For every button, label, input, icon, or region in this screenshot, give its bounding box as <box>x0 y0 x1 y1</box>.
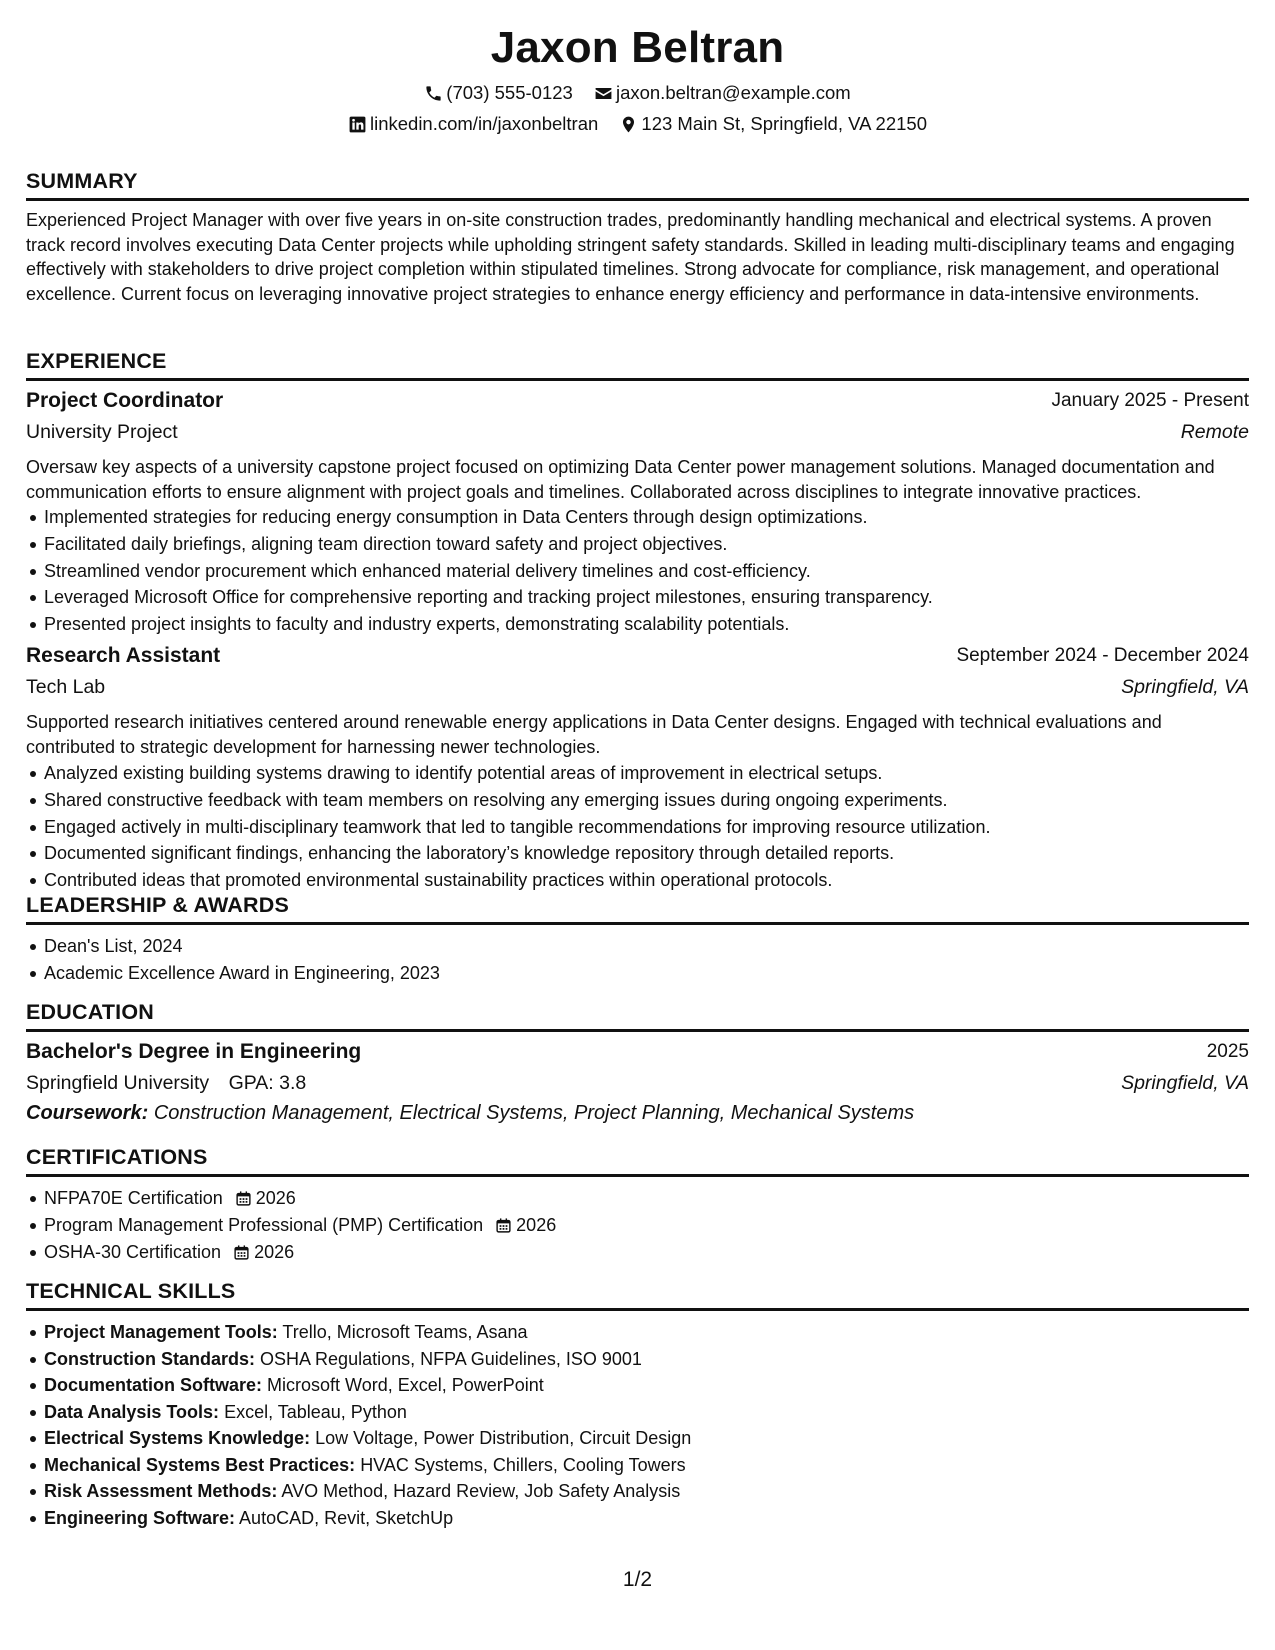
page-number: 1/2 <box>622 1568 653 1591</box>
linkedin-text: linkedin.com/in/jaxonbeltran <box>369 113 599 135</box>
job-bullets <box>26 504 1249 638</box>
job-title: Research Assistant <box>26 644 221 667</box>
skill-label: Engineering Software: <box>44 1507 236 1528</box>
list-item <box>26 1478 1249 1505</box>
coursework-list: Construction Management, Electrical Systems, Project Planning, Mechanical Systems <box>153 1102 915 1124</box>
list-item: Shared constructive feedback with team members on resolving any emerging issues during ongoing experiments. <box>26 787 1249 814</box>
skill-value: AutoCAD, Revit, SketchUp <box>239 1507 454 1528</box>
calendar-icon <box>495 1217 512 1234</box>
address-text: 123 Main St, Springfield, VA 22150 <box>641 113 927 135</box>
job-bullets <box>26 760 1249 894</box>
list-item <box>26 1505 1249 1532</box>
list-item: Documented significant findings, enhancing the laboratory’s knowledge repository through detailed reports. <box>26 840 1249 867</box>
candidate-name: Jaxon Beltran <box>490 23 785 72</box>
skill-value: AVO Method, Hazard Review, Job Safety Analysis <box>281 1481 681 1501</box>
section-title-education: EDUCATION <box>26 998 1249 1032</box>
list-item <box>26 1239 1249 1266</box>
summary-text: Experienced Project Manager with over five years in on-site construction trades, predominantly handling mechanical and electrical systems. A proven track record involves executing Data Center projects while upholding stringent safety standards. Skilled in leading multi-disciplinary teams and engaging effectively with stakeholders to drive project completion within stipulated timelines. Strong advocate for compliance, risk management, and operational excellence. Current focus on leveraging innovative project strategies to enhance energy efficiency and performance in data-intensive environments. <box>26 210 1235 304</box>
skill-label: Mechanical Systems Best Practices: <box>44 1454 356 1475</box>
job-subheader-2 <box>26 672 1249 702</box>
map-pin-icon <box>619 115 638 134</box>
list-item <box>26 1319 1249 1346</box>
list-item <box>26 1399 1249 1426</box>
graduation-year: 2025 <box>1206 1041 1249 1062</box>
cert-year: 2026 <box>254 1241 295 1262</box>
section-title-certifications: CERTIFICATIONS <box>26 1143 1249 1177</box>
coursework <box>26 1099 914 1127</box>
leadership-list <box>26 933 1249 987</box>
skill-label: Data Analysis Tools: <box>44 1401 220 1422</box>
email-text: jaxon.beltran@example.com <box>615 82 851 104</box>
list-item: Implemented strategies for reducing energy consumption in Data Centers through design optimizations. <box>26 504 1249 531</box>
contact-row-1 <box>0 80 1275 105</box>
job-header-1 <box>26 386 1249 416</box>
contact-row-2 <box>0 111 1275 136</box>
skill-label: Project Management Tools: <box>44 1322 278 1342</box>
certifications-list <box>26 1185 1249 1265</box>
school-location: Springfield, VA <box>1121 1072 1249 1094</box>
calendar-icon <box>233 1244 250 1261</box>
cert-year: 2026 <box>516 1214 557 1235</box>
list-item <box>26 1452 1249 1479</box>
calendar-icon <box>235 1190 252 1207</box>
cert-name: OSHA-30 Certification <box>44 1241 222 1262</box>
skills-list <box>26 1319 1249 1531</box>
list-item: Facilitated daily briefings, aligning team direction toward safety and project objectives. <box>26 531 1249 558</box>
job-dates: January 2025 - Present <box>1051 390 1249 411</box>
job-org: Tech Lab <box>26 676 106 698</box>
list-item: Streamlined vendor procurement which enhanced material delivery timelines and cost-efficiency. <box>26 558 1249 585</box>
skill-value: Low Voltage, Power Distribution, Circuit Design <box>315 1428 692 1448</box>
list-item <box>26 1212 1249 1239</box>
list-item: Analyzed existing building systems drawing to identify potential areas of improvement in electrical setups. <box>26 760 1249 787</box>
education-subheader <box>26 1068 1249 1098</box>
school-name: Springfield University <box>26 1072 210 1094</box>
section-title-leadership: LEADERSHIP & AWARDS <box>26 891 1249 925</box>
education-header <box>26 1037 1249 1067</box>
list-item: Presented project insights to faculty and industry experts, demonstrating scalability potentials. <box>26 611 1249 638</box>
job-subheader-1 <box>26 417 1249 447</box>
job-dates: September 2024 - December 2024 <box>956 645 1249 666</box>
contact-linkedin[interactable] <box>348 112 598 136</box>
contact-phone[interactable] <box>424 81 573 105</box>
list-item: Engaged actively in multi-disciplinary teamwork that led to tangible recommendations for improving resource utilization. <box>26 814 1249 841</box>
job-location: Springfield, VA <box>1121 676 1249 698</box>
skill-value: HVAC Systems, Chillers, Cooling Towers <box>360 1454 686 1475</box>
gpa: GPA: 3.8 <box>228 1072 307 1094</box>
job-org: University Project <box>26 421 178 443</box>
list-item <box>26 1372 1249 1399</box>
list-item: Leveraged Microsoft Office for comprehensive reporting and tracking project milestones, ensuring transparency. <box>26 584 1249 611</box>
school-line <box>26 1068 306 1098</box>
skill-value: Trello, Microsoft Teams, Asana <box>282 1322 528 1342</box>
skill-value: Microsoft Word, Excel, PowerPoint <box>267 1375 544 1395</box>
phone-text: (703) 555-0123 <box>446 82 573 104</box>
list-item: Academic Excellence Award in Engineering, 2023 <box>26 960 1249 987</box>
envelope-icon <box>594 84 613 103</box>
skill-label: Risk Assessment Methods: <box>44 1481 278 1501</box>
phone-icon <box>424 84 443 103</box>
job-location: Remote <box>1180 421 1249 443</box>
list-item: Contributed ideas that promoted environmental sustainability practices within operational protocols. <box>26 867 1249 894</box>
skill-value: OSHA Regulations, NFPA Guidelines, ISO 9001 <box>260 1348 642 1369</box>
linkedin-icon <box>348 115 367 134</box>
cert-name: NFPA70E Certification <box>44 1188 223 1208</box>
section-title-summary: SUMMARY <box>26 167 1249 201</box>
degree-name: Bachelor's Degree in Engineering <box>26 1040 362 1063</box>
job-description: Oversaw key aspects of a university capstone project focused on optimizing Data Center power management solutions. Managed documentation and communication efforts to ensure alignment with project goals and timelines. Collaborated across disciplines to integrate innovative practices. <box>26 457 1215 502</box>
list-item: Dean's List, 2024 <box>26 933 1249 960</box>
job-title: Project Coordinator <box>26 389 224 412</box>
list-item <box>26 1346 1249 1373</box>
skill-label: Construction Standards: <box>44 1348 256 1369</box>
job-description: Supported research initiatives centered around renewable energy applications in Data Center designs. Engaged with technical evaluations and contributed to strategic development for harnessing newer technologies. <box>26 712 1162 757</box>
cert-year: 2026 <box>255 1188 296 1208</box>
contact-email[interactable] <box>594 81 851 105</box>
contact-address <box>619 112 927 136</box>
cert-name: Program Management Professional (PMP) Certification <box>44 1214 484 1235</box>
list-item <box>26 1185 1249 1212</box>
skill-label: Documentation Software: <box>44 1375 263 1395</box>
skill-value: Excel, Tableau, Python <box>224 1401 407 1422</box>
section-title-experience: EXPERIENCE <box>26 347 1249 381</box>
section-title-technical-skills: TECHNICAL SKILLS <box>26 1277 1249 1311</box>
list-item <box>26 1425 1249 1452</box>
skill-label: Electrical Systems Knowledge: <box>44 1428 311 1448</box>
coursework-label: Coursework: <box>26 1102 149 1124</box>
job-header-2 <box>26 641 1249 671</box>
